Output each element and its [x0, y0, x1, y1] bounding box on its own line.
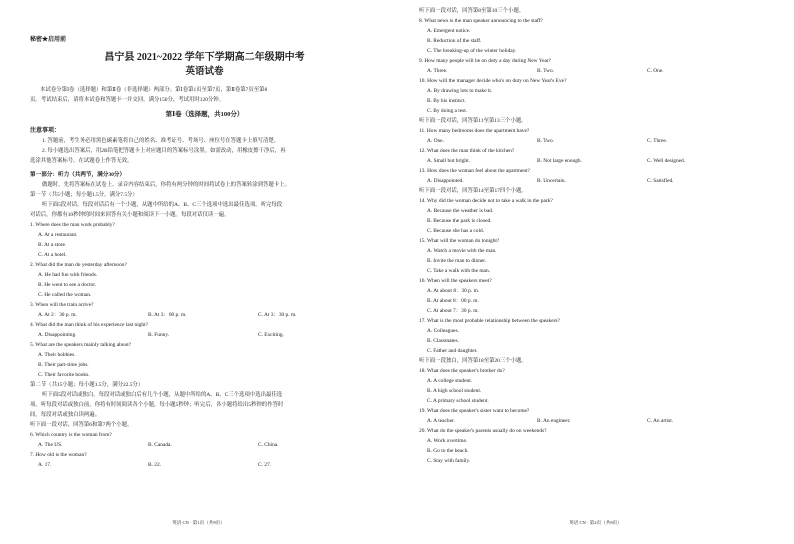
- option-row: [30, 460, 379, 470]
- option-row: [419, 176, 778, 186]
- question-text: 6. Which country is the woman from?: [30, 432, 112, 438]
- section2-desc-line: 第二节（共15小题；每小题1.5分，满分22.5分）: [30, 382, 144, 388]
- answer-option: A. At a restaurant.: [38, 232, 78, 238]
- question-text: 15. What will the woman do tonight?: [419, 238, 500, 244]
- answer-option: A. Disappointing.: [38, 332, 77, 338]
- answer-option: B. At a store.: [38, 242, 67, 248]
- answer-option: C. An artist.: [647, 418, 674, 424]
- instruction-line: 听下面一段对话，回答第14至第17四个小题。: [419, 188, 527, 194]
- section2-desc-line: 间。每段对话或独白读两遍。: [30, 412, 101, 418]
- answer-option: A. Colleagues.: [427, 328, 459, 334]
- instruction-line: 听下面一段独白，回答第18至第20三个小题。: [419, 358, 527, 364]
- page-footer: 英语 CN · 第2页（共8页）: [569, 520, 622, 525]
- answer-option: B. At about 8：00 p. m.: [427, 298, 479, 304]
- question-text: 2. What did the man do yesterday afternoon?: [30, 262, 127, 268]
- answer-option: B. Canada.: [148, 442, 172, 448]
- answer-option: A. Small but bright.: [427, 158, 470, 164]
- intro-line: 本试卷分第Ⅰ卷（选择题）和第Ⅱ卷（非选择题）两部分。第Ⅰ卷第1页至第7页，第Ⅱ卷第7页至第8: [40, 87, 268, 93]
- answer-option: C. One.: [647, 68, 664, 74]
- notes-title: 注意事项：: [30, 128, 61, 134]
- answer-option: A. Their hobbies.: [38, 352, 76, 358]
- question-text: 1. Where does the man work probably?: [30, 222, 115, 228]
- question-text: 3. When will the train arrive?: [30, 302, 94, 308]
- part1-desc-line: 做题时，先将答案标在试卷上。录音内容结束后，你将有两分钟的时间将试卷上的答案转涂到答题卡上。: [42, 182, 290, 188]
- option-row: [419, 66, 778, 76]
- question-text: 17. What is the most probable relationship between the speakers?: [419, 318, 560, 324]
- question-text: 19. What does the speaker's sister want to become?: [419, 408, 530, 414]
- note-line: 1. 答题前，考生务必用黑色碳素笔将自己的姓名、准考证号、考场号、座位号在答题卡上填写清楚。: [42, 138, 280, 144]
- question-list-b: [30, 430, 379, 470]
- question-text: 13. How does the woman feel about the apartment?: [419, 168, 530, 174]
- option-row: [30, 330, 379, 340]
- answer-option: B. Reduction of the staff.: [427, 38, 482, 44]
- question-text: 14. Why did the woman decide not to take a walk in the park?: [419, 198, 553, 204]
- part1-title-text: 第一部分：听力（共两节，满分30分）: [30, 172, 126, 178]
- answer-option: A. The US.: [38, 442, 63, 448]
- answer-option: B. At 3：00 p. m.: [148, 312, 187, 318]
- question-text: 9. How many people will be on duty a day during New Year?: [419, 58, 552, 64]
- answer-option: A. A college student.: [427, 378, 473, 384]
- option-row: [30, 440, 379, 450]
- instruction-line: 听下面一段对话，回答第8至第10三个小题。: [419, 8, 525, 14]
- instruction-line: 听下面一段对话，回答第11至第13三个小题。: [419, 118, 527, 124]
- answer-option: C. A primary school student.: [427, 398, 489, 404]
- option-row: [30, 310, 379, 320]
- page-footer: 英语 CN · 第1页（共8页）: [172, 520, 225, 525]
- answer-option: C. The breaking-up of the winter holiday.: [427, 48, 517, 54]
- answer-option: A. He had fun with friends.: [38, 272, 98, 278]
- answer-option: B. Not large enough.: [537, 158, 582, 164]
- answer-option: B. An engineer.: [537, 418, 571, 424]
- part1-desc-line: 第一节（共5小题；每小题1.5分，满分7.5分）: [30, 192, 138, 198]
- option-row: [419, 416, 778, 426]
- answer-option: C. Well designed.: [647, 158, 686, 164]
- answer-option: A. At 2：30 p. m.: [38, 312, 77, 318]
- question-text: 10. How will the manager decide who's on duty on New Year's Eve?: [419, 78, 567, 84]
- question-list-a: [30, 220, 379, 380]
- answer-option: C. Three.: [647, 138, 668, 144]
- answer-option: C. He called the woman.: [38, 292, 92, 298]
- answer-option: B. A high school student.: [427, 388, 482, 394]
- answer-option: A. Work overtime.: [427, 438, 468, 444]
- answer-option: C. Father and daughter.: [427, 348, 478, 354]
- answer-option: B. Classmates.: [427, 338, 459, 344]
- answer-option: B. Funny.: [148, 332, 170, 338]
- exam-subtitle: 英语试卷: [185, 67, 224, 77]
- question-text: 7. How old is the woman?: [30, 452, 87, 458]
- answer-option: A. At about 8：30 p. m.: [427, 288, 480, 294]
- intro-block: [30, 85, 379, 105]
- answer-option: C. 27.: [258, 462, 272, 468]
- option-row: [419, 156, 778, 166]
- question-text: 4. What did the man think of his experience last night?: [30, 322, 149, 328]
- answer-option: B. Invite the man to dinner.: [427, 258, 487, 264]
- answer-option: A. A teacher.: [427, 418, 455, 424]
- answer-option: B. He went to see a doctor.: [38, 282, 97, 288]
- question-list-right: [419, 16, 778, 466]
- answer-option: C. At about 7：30 p. m.: [427, 308, 479, 314]
- answer-option: C. Take a walk with the man.: [427, 268, 490, 274]
- question-text: 11. How many bedrooms does the apartment have?: [419, 128, 530, 134]
- answer-option: C. Exciting.: [258, 332, 284, 338]
- intro-line: 页。考试结束后，请将本试卷和答题卡一并交回。满分150分，考试用时120分钟。: [30, 97, 225, 103]
- answer-option: C. Because she has a cold.: [427, 228, 485, 234]
- question-text: 8. What news is the man speaker announcing to the staff?: [419, 18, 543, 24]
- answer-option: C. At 3：30 p. m.: [258, 312, 297, 318]
- answer-option: C. At a hotel.: [38, 252, 67, 258]
- secret-label: 秘密★启用前: [30, 37, 67, 43]
- answer-option: A. By drawing lots to make it.: [427, 88, 493, 94]
- answer-option: C. By doing a test.: [427, 108, 468, 114]
- answer-option: A. One.: [427, 138, 444, 144]
- option-row: [419, 136, 778, 146]
- exam-title: 昌宁县 2021~2022 学年下学期高二年级期中考: [104, 52, 305, 63]
- right-page: [397, 0, 794, 544]
- note-line: 2. 每小题选出答案后，用2B铅笔把答题卡上对应题目的答案标号涂黑。如需改动，用橡皮擦干净后，再: [42, 148, 286, 154]
- answer-option: B. Two.: [537, 138, 555, 144]
- answer-option: A. Three.: [427, 68, 448, 74]
- answer-option: B. 22.: [148, 462, 162, 468]
- question-text: 18. What does the speaker's brother do?: [419, 368, 505, 374]
- section2-desc-line: 听下面5段对话或独白。每段对话或独白后有几个小题，从题中所给的A、B、C三个选项中选出最佳选: [42, 392, 283, 398]
- answer-option: B. Uncertain.: [537, 178, 566, 184]
- question-text: 12. What does the man think of the kitchen?: [419, 148, 515, 154]
- answer-option: B. Because the park is closed.: [427, 218, 492, 224]
- answer-option: B. By his instinct.: [427, 98, 466, 104]
- answer-option: A. Emergent notice.: [427, 28, 471, 34]
- answer-option: B. Go to the beach.: [427, 448, 469, 454]
- answer-option: C. Their favorite books.: [38, 372, 90, 378]
- question-text: 20. What do the speaker's parents usually do on weekends?: [419, 428, 547, 434]
- part1-desc-line: 对话后，你都有10秒钟的时间来回答有关小题和阅读下一小题。每段对话仅读一遍。: [30, 212, 230, 218]
- answer-option: C. Stay with family.: [427, 458, 471, 464]
- question-text: 16. When will the speakers meet?: [419, 278, 492, 284]
- question-text: 5. What are the speakers mainly talking about?: [30, 342, 132, 348]
- answer-option: A. Because the weather is bad.: [427, 208, 494, 214]
- paper1-heading: 第Ⅰ卷（选择题，共100分）: [165, 111, 244, 118]
- answer-option: A. 17.: [38, 462, 52, 468]
- part1-desc-line: 听下面5段对话。每段对话后有一个小题，从题中所给的A、B、C三个选项中选出最佳选项。听完每段: [42, 202, 283, 208]
- answer-option: A. Watch a movie with the man.: [427, 248, 497, 254]
- answer-option: B. Two.: [537, 68, 555, 74]
- answer-option: B. Their part-time jobs.: [38, 362, 89, 368]
- section2-desc-line: 项。听每段对话或独白前，你将有时间阅读各个小题，每小题5秒钟；听完后，各小题将给出5秒钟的作答时: [30, 402, 284, 408]
- note-line: 选涂其他答案标号。在试题卷上作答无效。: [30, 158, 133, 164]
- answer-option: C. China.: [258, 442, 279, 448]
- section2-desc-line: 听下面一段对话，回答第6和第7两个小题。: [30, 422, 133, 428]
- answer-option: C. Satisfied.: [647, 178, 674, 184]
- part1-title: [30, 170, 379, 180]
- answer-option: A. Disappointed.: [427, 178, 464, 184]
